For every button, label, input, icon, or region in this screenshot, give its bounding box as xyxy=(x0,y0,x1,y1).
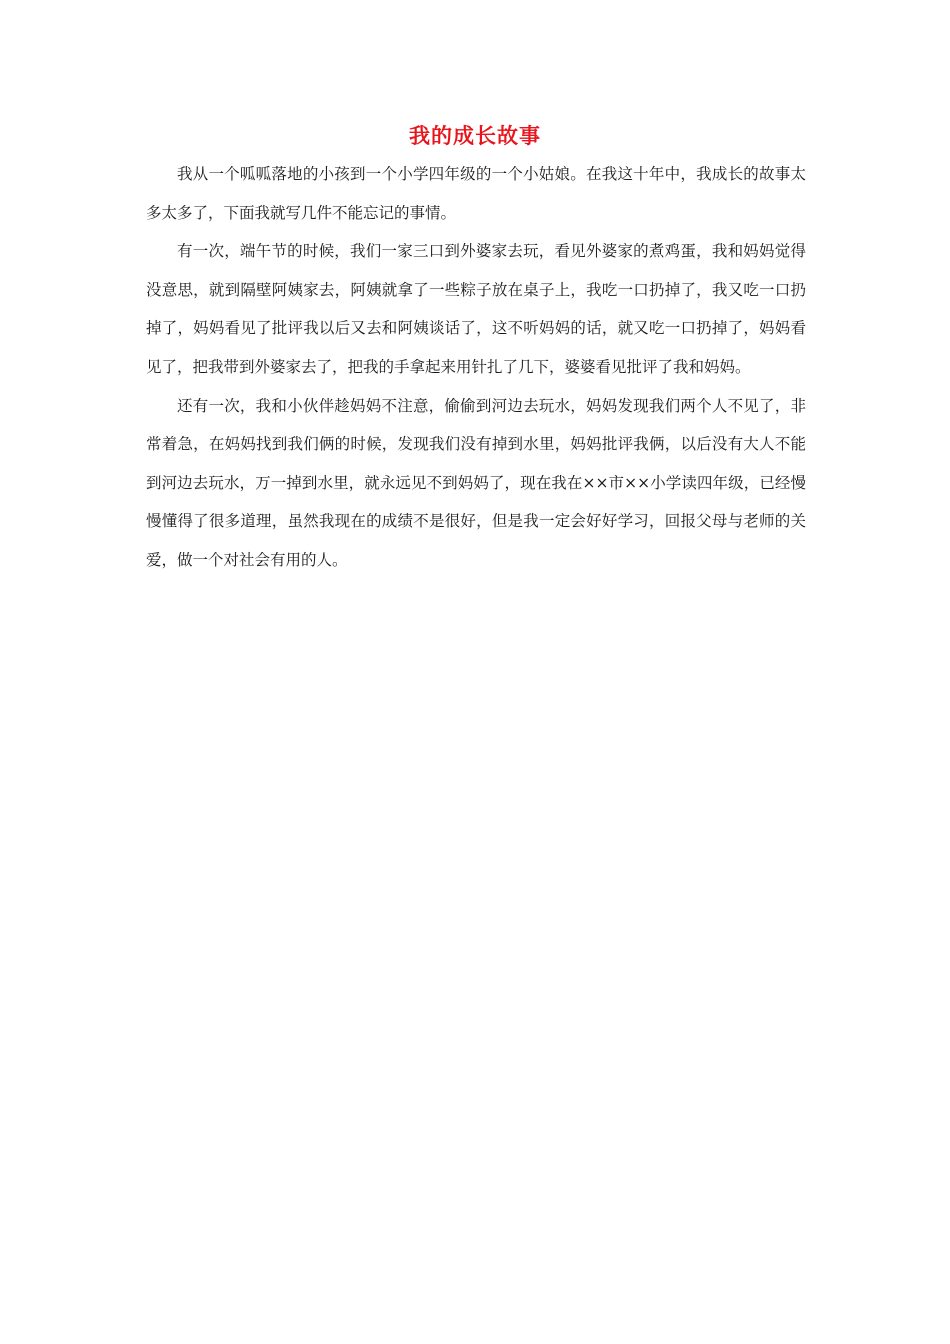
document-body xyxy=(146,155,806,580)
paragraph-1: 我从一个呱呱落地的小孩到一个小学四年级的一个小姑娘。在我这十年中，我成长的故事太多太多了，下面我就写几件不能忘记的事情。 xyxy=(146,165,806,222)
paragraph-3: 还有一次，我和小伙伴趁妈妈不注意，偷偷到河边去玩水，妈妈发现我们两个人不见了，非常着急，在妈妈找到我们俩的时候，发现我们没有掉到水里，妈妈批评我俩，以后没有大人不能到河边去玩水，万一掉到水里，就永远见不到妈妈了，现在我在××市××小学读四年级，已经慢慢懂得了很多道理，虽然我现在的成绩不是很好，但是我一定会好好学习，回报父母与老师的关爱，做一个对社会有用的人。 xyxy=(146,396,806,569)
paragraph-2: 有一次，端午节的时候，我们一家三口到外婆家去玩，看见外婆家的煮鸡蛋，我和妈妈觉得没意思，就到隔壁阿姨家去，阿姨就拿了一些粽子放在桌子上，我吃一口扔掉了，我又吃一口扔掉了，妈妈看见了批评我以后又去和阿姨谈话了，这不听妈妈的话，就又吃一口扔掉了，妈妈看见了，把我带到外婆家去了，把我的手拿起来用针扎了几下，婆婆看见批评了我和妈妈。 xyxy=(146,242,806,376)
document-title: 我的成长故事 xyxy=(409,123,541,148)
